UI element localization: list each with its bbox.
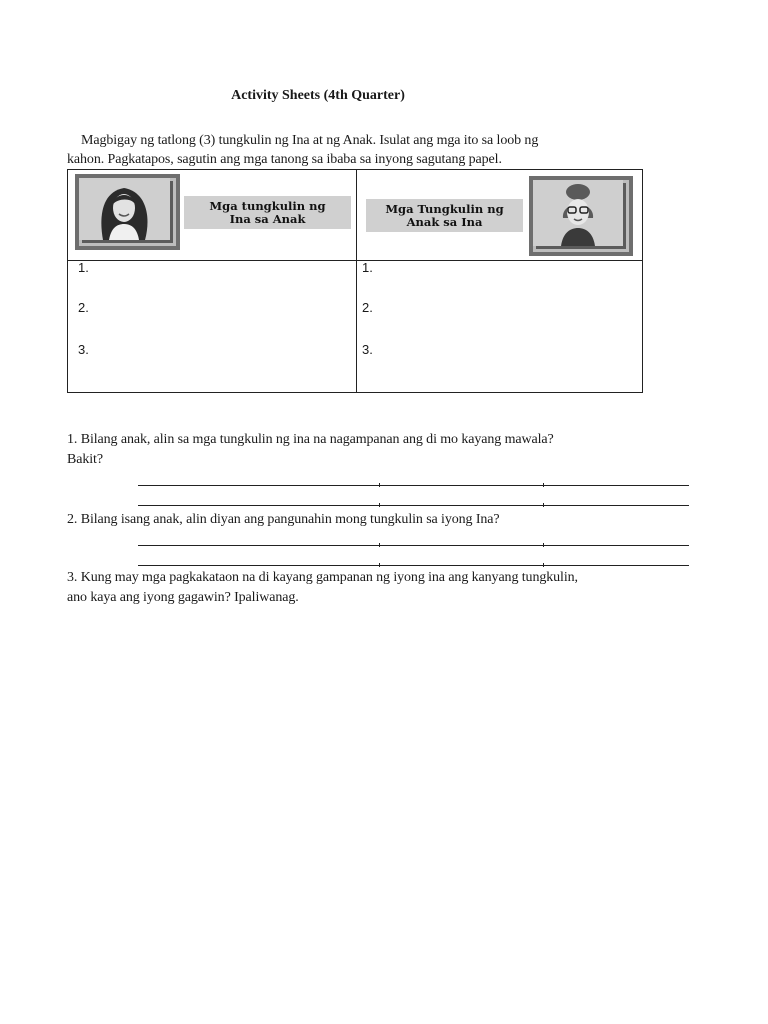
question-3 <box>67 568 707 608</box>
question-1-line-2: Bakit? <box>67 452 103 467</box>
mother-duty-3: 3. <box>78 342 89 357</box>
mother-duty-2: 2. <box>78 300 89 315</box>
mother-duties-label-line-1: Mga tungkulin ng <box>209 198 326 213</box>
mother-portrait-image <box>75 174 180 250</box>
instructions-line-1: Magbigay ng tatlong (3) tungkulin ng Ina at ng Anak. Isulat ang mga ito sa loob ng <box>81 133 539 148</box>
mother-duty-1: 1. <box>78 260 89 275</box>
answer-line[interactable] <box>138 565 689 566</box>
question-2-line-1: 2. Bilang isang anak, alin diyan ang pangunahin mong tungkulin sa iyong Ina? <box>67 512 500 527</box>
answer-line[interactable] <box>138 505 689 506</box>
mother-duties-label-line-2: Ina sa Anak <box>229 211 306 226</box>
child-duties-label <box>366 199 523 232</box>
answer-line[interactable] <box>138 485 689 486</box>
question-3-line-2: ano kaya ang iyong gagawin? Ipaliwanag. <box>67 590 299 605</box>
mother-avatar-icon <box>79 178 170 240</box>
answer-line[interactable] <box>138 545 689 546</box>
instructions <box>67 131 627 169</box>
instructions-line-2: kahon. Pagkatapos, sagutin ang mga tanong sa ibaba sa inyong sagutang papel. <box>67 152 502 167</box>
child-duties-label-line-2: Anak sa Ina <box>406 214 483 229</box>
child-portrait-image <box>529 176 633 256</box>
page-title: Activity Sheets (4th Quarter) <box>231 88 405 103</box>
child-duty-2: 2. <box>362 300 373 315</box>
child-duty-3: 3. <box>362 342 373 357</box>
table-row-divider <box>68 260 642 261</box>
question-2 <box>67 510 707 530</box>
child-duties-label-line-1: Mga Tungkulin ng <box>385 201 504 216</box>
mother-duties-label <box>184 196 351 229</box>
question-3-line-1: 3. Kung may mga pagkakataon na di kayang gampanan ng iyong ina ang kanyang tungkulin, <box>67 570 578 585</box>
duties-table <box>67 169 643 393</box>
table-column-divider <box>356 170 357 392</box>
child-duty-1: 1. <box>362 260 373 275</box>
question-1 <box>67 430 707 470</box>
question-1-line-1: 1. Bilang anak, alin sa mga tungkulin ng ina na nagampanan ang di mo kayang mawala? <box>67 432 554 447</box>
child-avatar-icon <box>533 180 623 246</box>
